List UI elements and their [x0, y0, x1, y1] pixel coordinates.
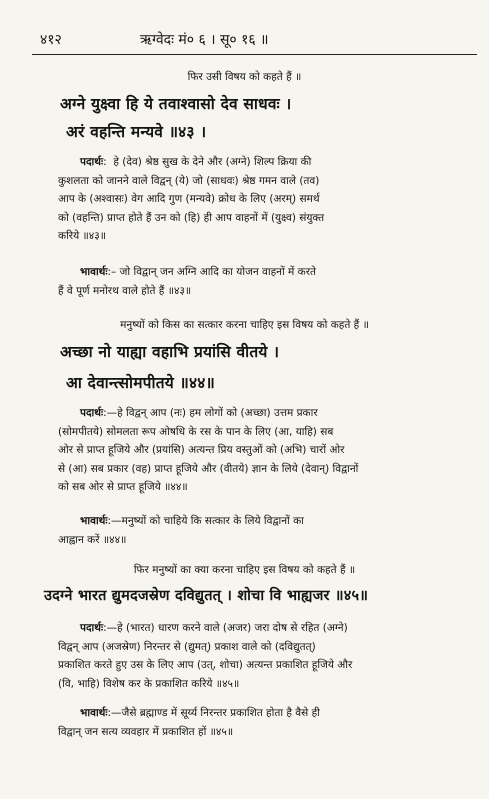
section-2-padartha-line-3: ओर से प्राप्त हूजिये और (प्रयांसि) अत्यन्त प्रिय वस्तुओं को (अभि) चारों ओर — [58, 444, 345, 456]
section-1-padartha-line-5: करिये ॥४३॥ — [58, 230, 107, 242]
bhavartha-label: भावार्थः — [80, 266, 108, 278]
section-2-bhavartha-line-1: भावार्थः:—मनुष्यों को चाहिये कि सत्कार के लिये विद्वानों का — [80, 515, 304, 527]
section-1-intro: फिर उसी विषय को कहते हैं ॥ — [187, 71, 302, 83]
padartha-label: पदार्थः — [80, 622, 104, 634]
section-2-padartha-line-1: पदार्थः:—हे विद्वन् आप (नः) हम लोगों को (अच्छा) उत्तम प्रकार — [80, 407, 318, 419]
bhavartha-label: भावार्थः — [80, 515, 108, 527]
section-1-padartha-line-2: कुशलता को जानने वाले विद्वन् (ये) जो (साधवः) श्रेष्ठ गमन वाले (तव) — [58, 174, 320, 187]
section-3-bhavartha-line-2: विद्वान् जन सत्य व्यवहार में प्रकाशित हों ॥४५॥ — [58, 725, 234, 738]
section-1-bhavartha — [58, 263, 476, 300]
section-3-padartha — [58, 619, 476, 693]
section-3-padartha-line-4: (वि, भाहि) विशेष कर के प्रकाशित करिये ॥४५॥ — [58, 677, 240, 690]
section-1-padartha-line-3: आप के (अश्वासः) वेग आदि गुण (मन्यवे) क्रोध के लिए (अरम्) समर्थ — [58, 193, 320, 205]
section-2-padartha-line-4: से (आ) सब प्रकार (वह) प्राप्त हूजिये और (वीतये) ज्ञान के लिये (देवान्) विद्वानों — [58, 462, 359, 475]
padartha-label: पदार्थः — [80, 156, 104, 168]
section-2-bhavartha-line-2: आह्वान करें ॥४४॥ — [58, 533, 127, 546]
section-3-bhavartha — [58, 704, 476, 741]
section-1-bhavartha-line-1: भावार्थः:– जो विद्वान् जन अग्नि आदि का योजन वाहनों में करते — [80, 266, 317, 278]
section-3-padartha-line-3: प्रकाशित करते हुए उस के लिए आप (उत्, शोचा) अत्यन्त प्रकाशित हूजिये और — [58, 659, 353, 671]
section-3-intro: फिर मनुष्यों का क्या करना चाहिए इस विषय को कहते हैं ॥ — [133, 564, 356, 576]
section-3-padartha-line-1: पदार्थः:—हे (भारत) धारण करने वाले (अजर) जरा दोष से रहित (अग्ने) — [80, 622, 348, 634]
section-1-padartha — [58, 153, 476, 246]
section-2-padartha — [58, 404, 476, 497]
section-1-bhavartha-line-2: हैं वे पूर्ण मनोरथ वाले होते हैं ॥४३॥ — [58, 284, 192, 297]
section-1-mantra-line-2: अरं वहन्ति मन्यवे ॥४३ । — [66, 123, 207, 141]
section-2-mantra-line-1: अच्छा नो याह्या वहाभि प्रयांसि वीतये । — [60, 343, 280, 361]
section-1-padartha-line-4: को (वहन्ति) प्राप्त होते हैं उन को (हि) ही आप वाहनों में (युक्ष्व) संयुक्त — [58, 211, 325, 224]
bhavartha-label: भावार्थः — [80, 707, 108, 719]
section-3-mantra-line-1: उदग्ने भारत द्युमदजस्रेण दविद्युतत् । शोचा वि भाह्यजर ॥४५॥ — [44, 588, 369, 604]
running-title: ऋग्वेदः मं० ६ । सू० १६ ॥ — [140, 32, 269, 48]
page-number: ४१२ — [40, 32, 62, 48]
section-3-padartha-line-2: विद्वन् आप (अजस्रेण) निरन्तर से (द्युमत्) प्रकाश वाले को (दविद्युतत्) — [58, 640, 316, 653]
padartha-label: पदार्थः — [80, 407, 104, 419]
section-3-bhavartha-line-1: भावार्थः:—जैसे ब्रह्माण्ड में सूर्य्य निरन्तर प्रकाशित होता है वैसे ही — [80, 707, 320, 719]
header-rule — [32, 54, 477, 55]
section-2-padartha-line-5: को सब ओर से प्राप्त हूजिये ॥४४॥ — [58, 481, 188, 493]
section-2-intro: मनुष्यों को किस का सत्कार करना चाहिए इस विषय को कहते हैं ॥ — [120, 319, 369, 331]
section-1-mantra-line-1: अग्ने युक्ष्वा हि ये तवाश्वासो देव साधवः । — [60, 95, 292, 113]
section-1-padartha-line-1: पदार्थः: हे (देव) श्रेष्ठ सुख के देने और (अग्ने) शिल्प क्रिया की — [80, 156, 312, 168]
section-2-padartha-line-2: (सोमपीतये) सोमलता रूप ओषधि के रस के पान के लिए (आ, याहि) सब — [58, 425, 334, 438]
section-2-mantra-line-2: आ देवान्त्सोमपीतये ॥४४॥ — [66, 374, 216, 392]
section-2-bhavartha — [58, 512, 476, 549]
